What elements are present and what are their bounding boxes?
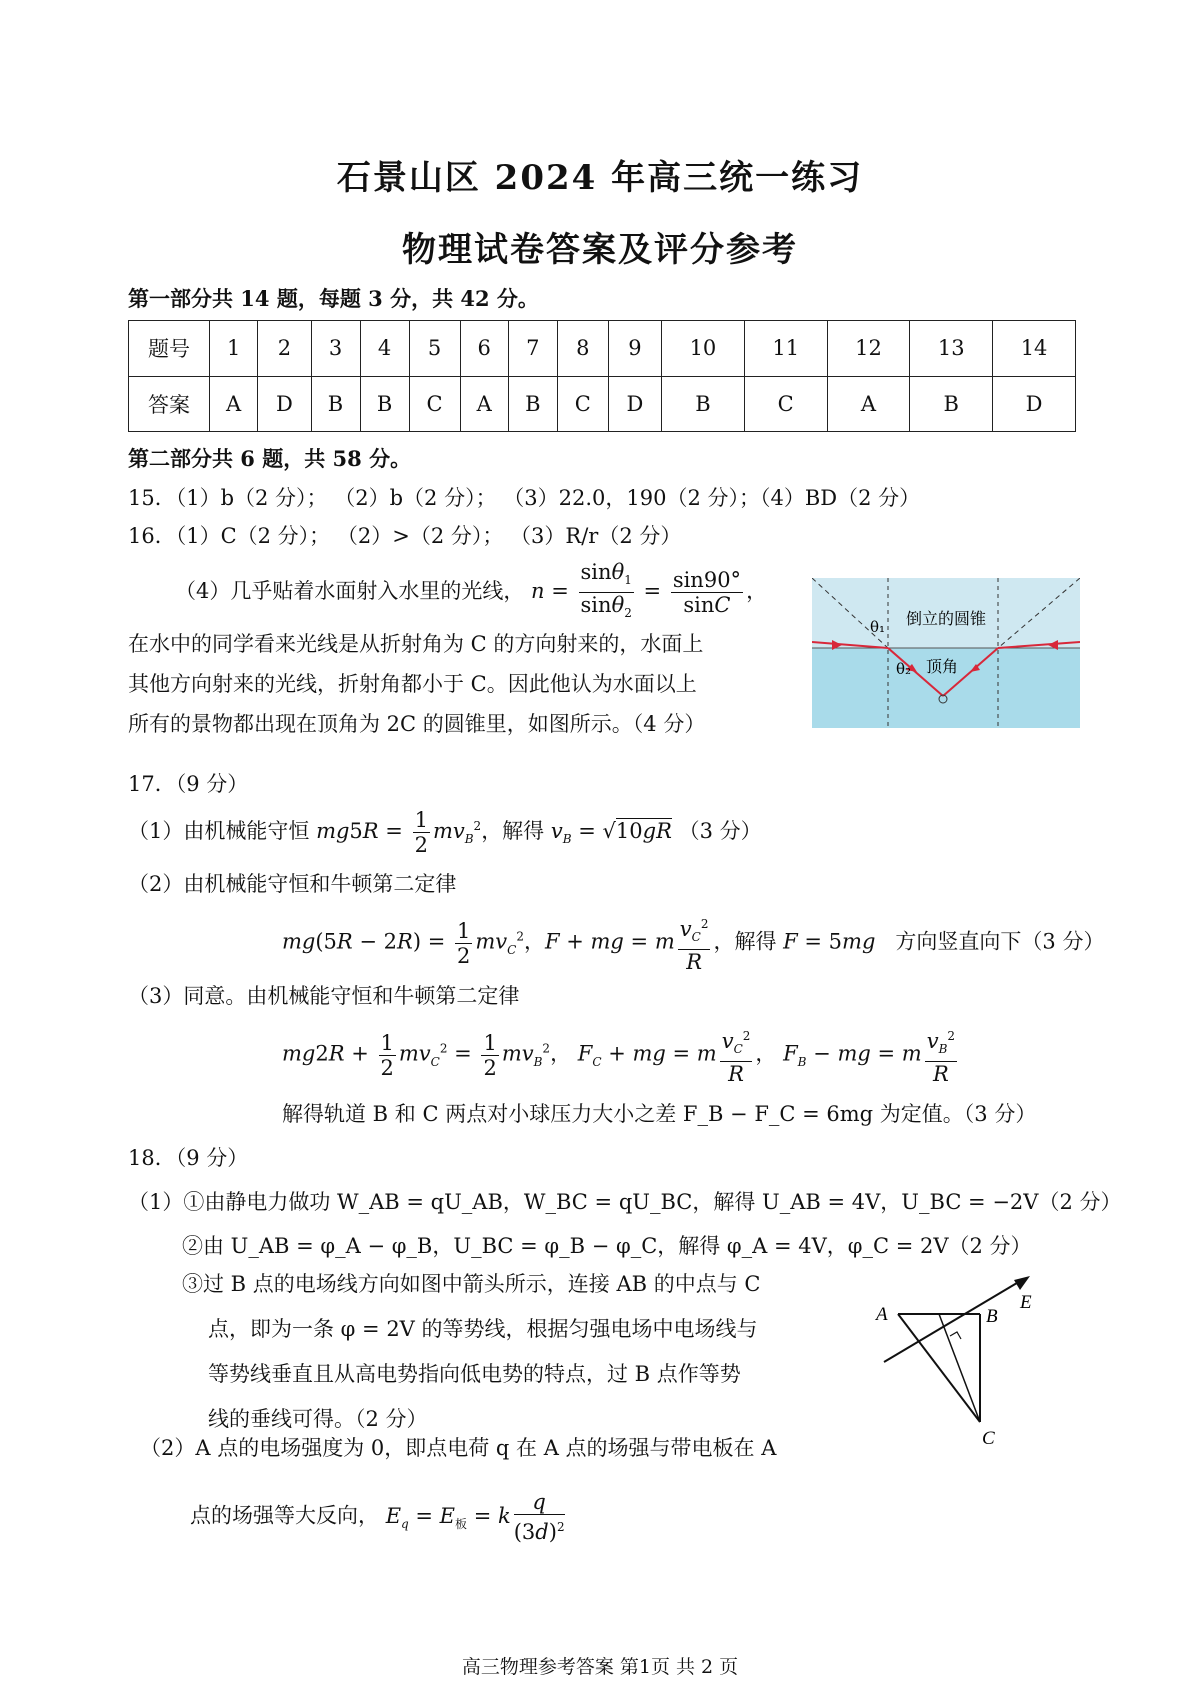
q16-line1: 16．（1）C（2 分）； （2）>（2 分）； （3）R/r（2 分） xyxy=(128,524,682,548)
question-number-cell: 5 xyxy=(409,321,460,377)
question-number-cell: 10 xyxy=(662,321,745,377)
question-number-cell: 3 xyxy=(311,321,360,377)
question-number-cell: 9 xyxy=(608,321,661,377)
theta1-label: θ₁ xyxy=(870,618,886,636)
q17-p3-text: （3）同意。由机械能守恒和牛顿第二定律 xyxy=(128,984,520,1008)
question-number-cell: 6 xyxy=(460,321,508,377)
question-number-cell: 7 xyxy=(508,321,557,377)
row-label: 题号 xyxy=(129,321,210,377)
label-c: C xyxy=(982,1428,995,1449)
part2-heading: 第二部分共 6 题，共 58 分。 xyxy=(128,446,412,471)
answer-cell: B xyxy=(910,376,993,432)
cone-label: 倒立的圆锥 xyxy=(906,609,987,628)
q17-p1-equation: mg5R = $\frac{1}{2}$ $mv_B^2$，解得 $v_B = √10gR$ xyxy=(316,808,672,857)
q18-p2-text: 点的场强等大反向， xyxy=(190,1503,379,1528)
q16-p4-text xyxy=(128,624,705,744)
q17-p1-score: （3 分） xyxy=(678,819,762,843)
q17-p3-conclusion: 解得轨道 B 和 C 两点对小球压力大小之差 F_B − F_C = 6mg 为定值。（3 分） xyxy=(282,1102,1037,1126)
page-title: 石景山区 2024 年高三统一练习 xyxy=(336,158,864,198)
text-line: 线的垂线可得。（2 分） xyxy=(208,1407,428,1431)
apex-label: 顶角 xyxy=(926,657,959,676)
text-line: 所有的景物都出现在顶角为 2C 的圆锥里，如图所示。（4 分） xyxy=(128,712,706,736)
question-number-cell: 12 xyxy=(827,321,910,377)
q16-p4-intro: （4）几乎贴着水面射入水里的光线， xyxy=(175,579,525,604)
q17-p2-equation: mg(5R − 2R) = $\frac{1}{2}$ $mv_C^2$，F + mg = m $\frac{v_C^2}{R}$ ，解得 F = 5mg 方向竖直向下（3 分） xyxy=(282,912,1104,974)
answer-cell: D xyxy=(608,376,661,432)
answer-cell: A xyxy=(460,376,508,432)
electric-field-figure xyxy=(870,1272,1040,1452)
question-number-cell: 8 xyxy=(557,321,608,377)
question-number-cell: 11 xyxy=(744,321,827,377)
table-row xyxy=(129,321,1076,377)
q17-p3-equation: mg2R + $\frac{1}{2}$ $mv_C^2$ = $\frac{1}{2}$ $mv_B^2$， $F_C$ + mg = m $\frac{v_C^2}{R}$ ， $F_B$ − mg = m $\frac{v_B^2}{R}$ xyxy=(282,1024,960,1086)
question-number-cell: 2 xyxy=(258,321,311,377)
answer-cell: D xyxy=(258,376,311,432)
q18-p2-line1: （2）A 点的电场强度为 0，即点电荷 q 在 A 点的场强与带电板在 A xyxy=(140,1436,777,1460)
part1-heading: 第一部分共 14 题，每题 3 分，共 42 分。 xyxy=(128,286,539,311)
answer-cell: B xyxy=(662,376,745,432)
q17-p1 xyxy=(128,808,762,857)
q17-p2-text: （2）由机械能守恒和牛顿第二定律 xyxy=(128,872,457,896)
theta2-label: θ₂ xyxy=(896,660,912,678)
q18-p2-line2 xyxy=(190,1490,568,1544)
answer-cell: B xyxy=(311,376,360,432)
answer-cell: A xyxy=(827,376,910,432)
label-b: B xyxy=(986,1306,998,1327)
row-label: 答案 xyxy=(129,376,210,432)
text-line: 等势线垂直且从高电势指向低电势的特点，过 B 点作等势 xyxy=(208,1362,741,1386)
text-line: 在水中的同学看来光线是从折射角为 C 的方向射来的，水面上 xyxy=(128,632,704,656)
q16-p4 xyxy=(175,560,767,625)
answer-table xyxy=(128,320,1076,432)
question-number-cell: 13 xyxy=(910,321,993,377)
answer-cell: C xyxy=(409,376,460,432)
q18-p2-equation: $E_q = E_板 = k$ $\frac{q}{(3d)^2}$ xyxy=(385,1490,565,1544)
answer-cell: B xyxy=(508,376,557,432)
page-footer: 高三物理参考答案 第1页 共 2 页 xyxy=(461,1656,739,1678)
page-subtitle: 物理试卷答案及评分参考 xyxy=(402,230,798,270)
q17-title: 17．（9 分） xyxy=(128,772,249,796)
q15-answer: 15．（1）b（2 分）； （2）b（2 分）； （3）22.0，190（2 分）；（4）BD（2 分） xyxy=(128,486,921,510)
question-number-cell: 1 xyxy=(210,321,258,377)
text-line: 其他方向射来的光线，折射角都小于 C。因此他认为水面以上 xyxy=(128,672,697,696)
text-line: 点，即为一条 φ = 2V 的等势线，根据匀强电场中电场线与 xyxy=(208,1317,758,1341)
question-number-cell: 14 xyxy=(993,321,1076,377)
q18-p1c xyxy=(182,1262,760,1442)
answer-cell: B xyxy=(360,376,409,432)
answer-cell: D xyxy=(993,376,1076,432)
q18-title: 18．（9 分） xyxy=(128,1146,249,1170)
text-line: ③过 B 点的电场线方向如图中箭头所示，连接 AB 的中点与 C xyxy=(182,1272,761,1296)
q16-p4-equation: n = $\frac{\sin\theta_1}{\sin\theta_2}$ = $\frac{\sin 90^\circ}{\sin C}$ ， xyxy=(531,560,768,621)
q17-p2-tail: 方向竖直向下（3 分） xyxy=(895,929,1105,954)
refraction-cone-figure xyxy=(812,578,1080,728)
q18-p1b: ②由 U_AB = φ_A − φ_B，U_BC = φ_B − φ_C，解得 φ_A = 4V，φ_C = 2V（2 分） xyxy=(182,1234,1032,1258)
answer-cell: C xyxy=(744,376,827,432)
label-a: A xyxy=(876,1304,888,1325)
table-row xyxy=(129,376,1076,432)
question-number-cell: 4 xyxy=(360,321,409,377)
q17-p1-text: （1）由机械能守恒 xyxy=(128,819,310,843)
q18-p1a: （1）①由静电力做功 W_AB = qU_AB，W_BC = qU_BC，解得 U_AB = 4V，U_BC = −2V（2 分） xyxy=(128,1190,1122,1214)
label-e: E xyxy=(1020,1292,1032,1313)
answer-cell: C xyxy=(557,376,608,432)
answer-cell: A xyxy=(210,376,258,432)
